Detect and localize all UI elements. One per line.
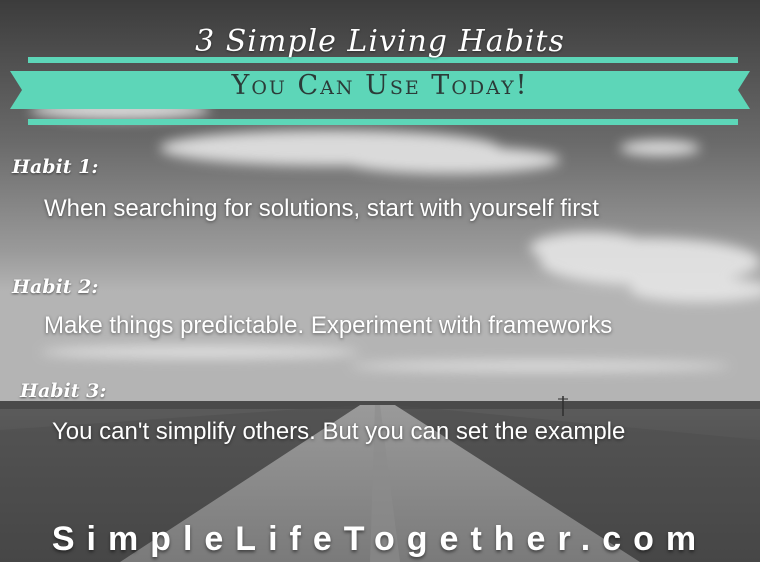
ribbon-bottom-stripe bbox=[28, 119, 738, 125]
poster-title: 3 Simple Living Habits bbox=[195, 24, 565, 59]
habit-2-text: Make things predictable. Experiment with frameworks bbox=[44, 312, 613, 339]
website-url: SimpleLifeTogether.com bbox=[51, 520, 709, 558]
habit-3-text: You can't simplify others. But you can set the example bbox=[52, 418, 626, 445]
habit-2-label: Habit 2: bbox=[12, 276, 99, 298]
poster-subtitle: You Can Use Today! bbox=[231, 70, 529, 101]
habit-1-label: Habit 1: bbox=[12, 156, 99, 178]
habit-3-label: Habit 3: bbox=[20, 380, 107, 402]
habit-1-text: When searching for solutions, start with yourself first bbox=[44, 195, 599, 222]
